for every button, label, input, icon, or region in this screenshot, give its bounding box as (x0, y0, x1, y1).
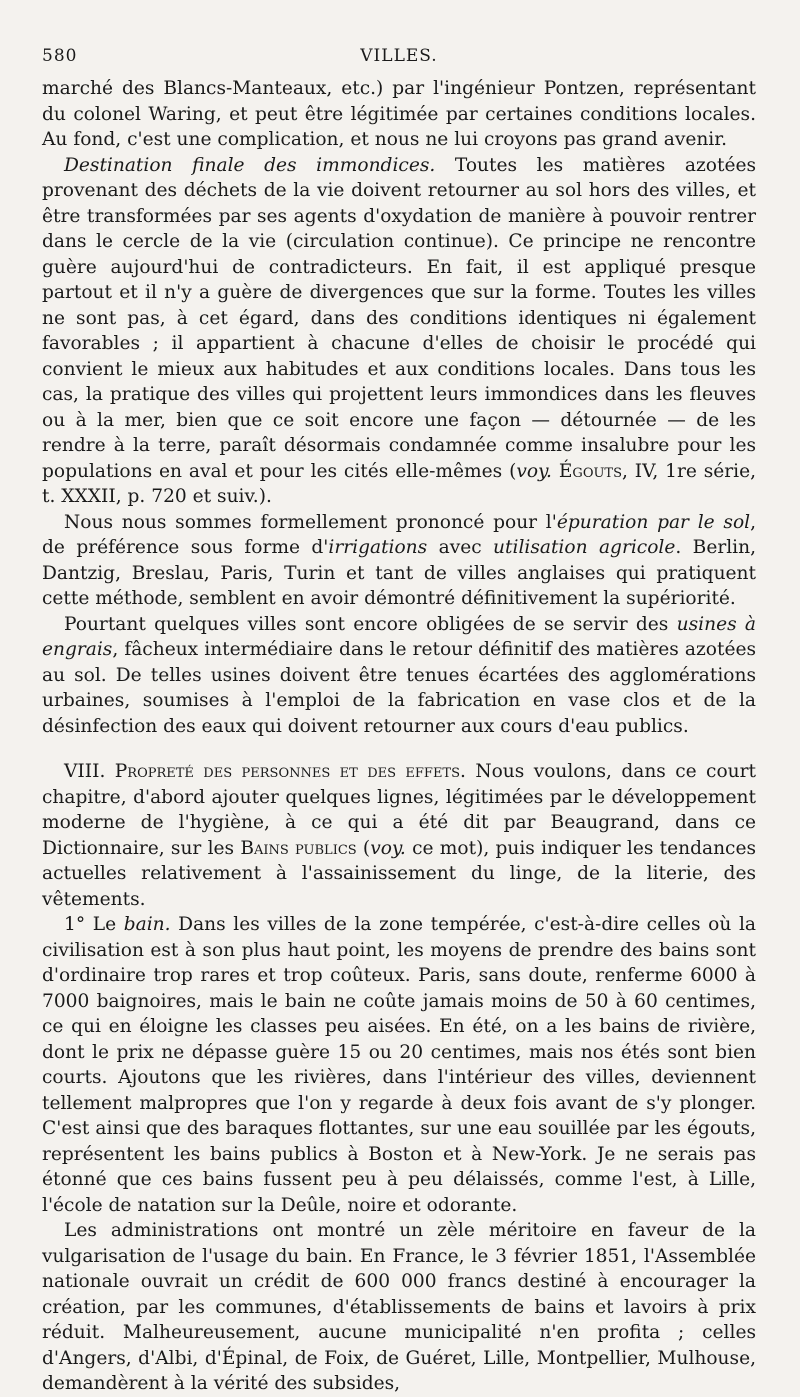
cross-reference: voy. (516, 460, 552, 482)
paragraph (42, 510, 756, 612)
paragraph-text: , IV, 1re série, t. XXXII, p. 720 et suiv.). (42, 460, 757, 507)
body-text (42, 76, 756, 1397)
paragraph-text: Nous nous sommes formellement prononcé pour l' (64, 511, 557, 533)
page-number: 580 (42, 46, 78, 66)
paragraph-text: ce mot), puis indiquer les tendances actuelles relativement à l'assainissement du linge, de la literie, des vêtements. (42, 837, 757, 910)
paragraph-text: 1° Le (64, 914, 124, 935)
section-heading: Destination finale des immondices. (64, 154, 436, 176)
paragraph-text: . Berlin, Dantzig, Breslau, Paris, Turin et tant de villes anglaises qui pratiquent cette méthode, semblent en avoir démontré définitivement la supériorité. (42, 537, 757, 609)
cross-reference: Égouts (551, 460, 623, 482)
section-number: VIII. (64, 761, 106, 782)
subsection-heading: bain. (123, 914, 171, 935)
header-title: VILLES. (360, 46, 438, 66)
paragraph-text: , fâcheux intermédiaire dans le retour définitif des matières azotées au sol. De telles usines doivent être tenues écartées des agglomérations urbaines, soumises à l'emploi de la fabrication en vase clos et de la désinfection des eaux qui doivent retourner aux cours d'eau publics. (42, 639, 756, 737)
section-heading: Propreté des personnes et des effets. (105, 761, 466, 782)
running-head (42, 46, 756, 76)
paragraph (42, 612, 756, 740)
cross-reference: Bains publics (240, 837, 357, 859)
paragraph-text: Toutes les matières azotées provenant des déchets de la vie doivent retourner au sol hors des villes, et être transformées par ses agents d'oxydation de manière à pouvoir rentrer dans le cercle de la vie (circulation continue). Ce principe ne rencontre guère aujourd'hui de contradicteurs. En fait, il est appliqué presque partout et il n'y a guère de divergences que sur la forme. Toutes les villes ne sont pas, à cet égard, dans des conditions identiques ni également favorables ; il appartient à chacune d'elles de choisir le procédé qui convient le mieux aux habitudes et aux conditions locales. Dans tous les cas, la pratique des villes qui projettent leurs immondices dans les fleuves ou à la mer, bien que ce soit encore une façon — détournée — de les rendre à la terre, paraît désormais condamnée comme insalubre pour les populations en aval et pour les cités elle-mêmes ( (42, 154, 756, 482)
paragraph: Les administrations ont montré un zèle méritoire en faveur de la vulgarisation de l'usage du bain. En France, le 3 février 1851, l'Assemblée nationale ouvrait un crédit de 600 000 francs destiné à encourager la création, par les communes, d'établissements de bains et lavoirs à prix réduit. Malheureusement, aucune municipalité n'en profita ; celles d'Angers, d'Albi, d'Épinal, de Foix, de Guéret, Lille, Montpellier, Mulhouse, demandèrent à la vérité des subsides, (42, 1220, 756, 1394)
paragraph (42, 153, 756, 510)
paragraph (42, 912, 756, 1218)
paragraph: marché des Blancs-Manteaux, etc.) par l'ingénieur Pontzen, représentant du colonel Waring, et peut être légitimée par certaines conditions locales. Au fond, c'est une complication, et nous ne lui croyons pas grand avenir. (42, 78, 756, 150)
paragraph-text: , de préférence sous forme d' (42, 511, 757, 558)
paragraph-text: avec (427, 537, 494, 558)
paragraph-text: Pourtant quelques villes sont encore obligées de se servir des (64, 613, 677, 635)
emphasis: épuration par le sol (556, 511, 751, 533)
paragraph-text: Nous voulons, dans ce court chapitre, d'abord ajouter quelques lignes, légitimées par le développement moderne de l'hygiène, à ce qui a été dit par Beaugrand, dans ce Dictionnaire, sur les (42, 761, 756, 859)
emphasis: utilisation agricole (493, 537, 676, 558)
paragraph-text: ( (356, 837, 371, 859)
paragraph-text: Dans les villes de la zone tempérée, c'est-à-dire celles où la civilisation est à son plus haut point, les moyens de prendre des bains sont d'ordinaire trop rares et trop coûteux. Paris, sans doute, renferme 6000 à 7000 baignoires, mais le bain ne coûte jamais moins de 50 à 60 centimes, ce qui en éloigne les classes peu aisées. En été, on a les bains de rivière, dont le prix ne dépasse guère 15 ou 20 centimes, mais nos étés sont bien courts. Ajoutons que les rivières, dans l'intérieur des villes, deviennent tellement malpropres que l'on y regarde à deux fois avant de s'y plonger. C'est ainsi que des baraques flottantes, sur une eau souillée par les égouts, représentent les bains publics à Boston et à New-York. Je ne serais pas étonné que ces bains fussent peu à peu délaissés, comme l'est, à Lille, l'école de natation sur la Deûle, noire et odorante. (42, 914, 756, 1216)
cross-reference: voy. (370, 837, 406, 859)
emphasis: usines à engrais (42, 613, 756, 660)
emphasis: irrigations (328, 537, 428, 558)
section-gap (42, 739, 756, 759)
paragraph (42, 759, 756, 912)
